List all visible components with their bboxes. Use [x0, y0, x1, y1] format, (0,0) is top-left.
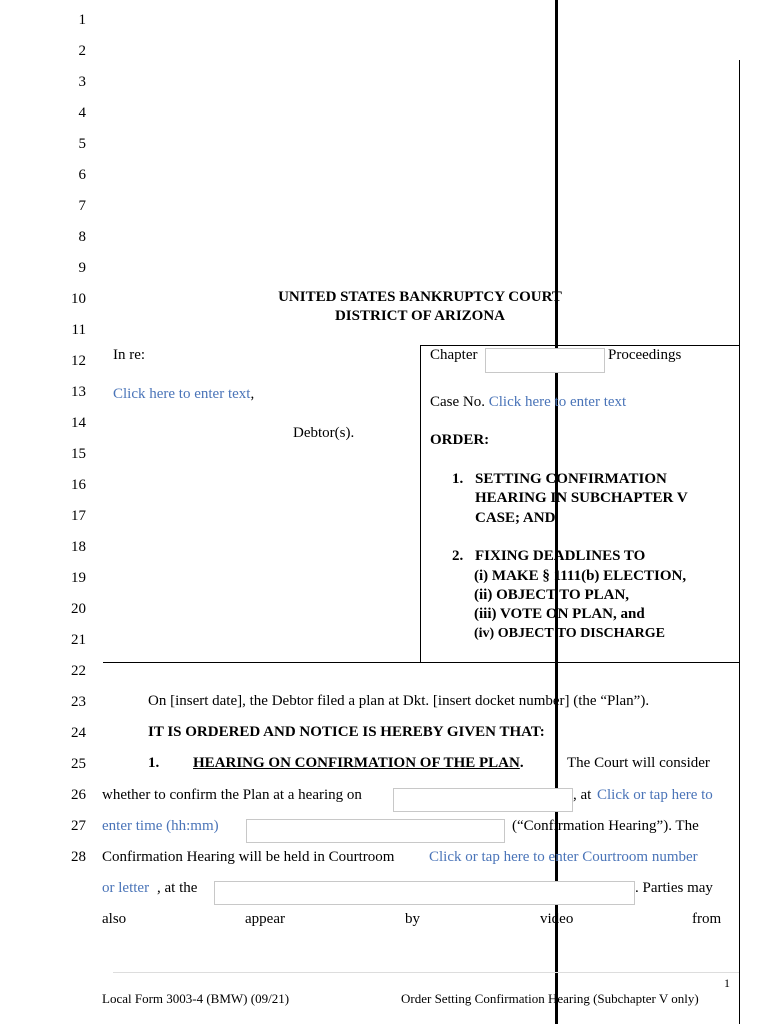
court-name: UNITED STATES BANKRUPTCY COURT	[278, 289, 562, 305]
line-number: 12	[71, 353, 86, 369]
chapter-field[interactable]	[485, 348, 605, 373]
case-no-line	[430, 394, 626, 411]
proceedings-label: Proceedings	[608, 347, 682, 363]
line26-text: whether to confirm the Plan at a hearing on	[102, 787, 362, 803]
section1-heading-text: HEARING ON CONFIRMATION OF THE PLAN	[193, 755, 520, 771]
page-number: 1	[724, 976, 730, 990]
line-number: 6	[78, 167, 86, 183]
item2-subitem: (i) MAKE § 1111(b) ELECTION,	[474, 568, 687, 584]
line-number: 2	[78, 43, 86, 59]
line-number: 9	[78, 260, 86, 276]
line-number: 22	[71, 663, 86, 679]
ordered-heading: IT IS ORDERED AND NOTICE IS HEREBY GIVEN THAT:	[148, 724, 545, 740]
line-number: 14	[71, 415, 86, 431]
debtor-name-line	[113, 386, 254, 403]
line-number: 24	[71, 725, 86, 741]
case-no-label: Case No.	[430, 394, 485, 410]
hearing-time-field-cont[interactable]: enter time (hh:mm)	[102, 818, 219, 834]
item2-line: FIXING DEADLINES TO	[475, 548, 646, 564]
justified-word: also	[102, 911, 127, 927]
line-number: 10	[71, 291, 86, 307]
line-number: 1	[78, 12, 86, 28]
item1-number: 1.	[452, 471, 464, 487]
item1-line: HEARING IN SUBCHAPTER V	[475, 490, 688, 506]
case-no-field[interactable]: Click here to enter text	[488, 394, 627, 410]
chapter-label: Chapter	[430, 347, 478, 363]
line-number: 18	[71, 539, 86, 555]
line-number: 3	[78, 74, 86, 90]
debtor-name-field[interactable]: Click here to enter text	[113, 386, 251, 402]
form-title: Order Setting Confirmation Hearing (Subchapter V only)	[401, 991, 699, 1006]
line-number: 5	[78, 136, 86, 152]
caption-bottom-rule	[103, 662, 740, 663]
item2-subitem: (iv) OBJECT TO DISCHARGE	[474, 626, 665, 641]
line-number: 8	[78, 229, 86, 245]
hearing-location-field[interactable]	[246, 819, 505, 843]
item2-number: 2.	[452, 548, 464, 564]
order-label: ORDER:	[430, 432, 490, 448]
line-number: 27	[71, 818, 86, 834]
line-number: 21	[71, 632, 86, 648]
line-number: 28	[71, 849, 86, 865]
justified-word: video	[540, 911, 574, 927]
item1-line: SETTING CONFIRMATION	[475, 471, 667, 487]
at-the-text: , at the	[157, 880, 198, 896]
justified-word: by	[405, 911, 420, 927]
debtor-label: Debtor(s).	[293, 425, 355, 441]
parties-may-text: . Parties may	[635, 880, 713, 896]
form-id: Local Form 3003-4 (BMW) (09/21)	[102, 991, 290, 1006]
line-number: 11	[71, 322, 86, 338]
line-number: 17	[71, 508, 86, 524]
center-rule	[555, 0, 558, 1024]
hearing-date-field[interactable]	[393, 788, 573, 812]
caption-divider	[420, 345, 421, 662]
item1-line: CASE; AND	[475, 510, 556, 526]
courtroom-text: Confirmation Hearing will be held in Courtroom	[102, 849, 395, 865]
line-number: 19	[71, 570, 86, 586]
item2-subitem: (ii) OBJECT TO PLAN,	[474, 587, 630, 603]
right-margin-rule	[739, 60, 740, 1024]
courtroom-field[interactable]: Click or tap here to enter Courtroom number	[429, 849, 698, 865]
justified-word: from	[692, 911, 722, 927]
line-number: 13	[71, 384, 86, 400]
line-number: 23	[71, 694, 86, 710]
hearing-address-field[interactable]	[214, 881, 635, 905]
section1-number: 1.	[148, 755, 160, 771]
line26-at: , at	[573, 787, 592, 803]
line-number: 20	[71, 601, 86, 617]
section1-heading-period: .	[519, 755, 524, 771]
hearing-time-field[interactable]: Click or tap here to	[597, 787, 713, 803]
caption-top-rule	[420, 345, 740, 346]
line-number: 15	[71, 446, 86, 462]
line-number: 25	[71, 756, 86, 772]
line-number: 4	[78, 105, 86, 121]
footer-rule	[113, 972, 739, 973]
plan-filed-paragraph: On [insert date], the Debtor filed a plan at Dkt. [insert docket number] (the “Plan”).	[148, 693, 650, 709]
in-re-label: In re:	[113, 347, 146, 363]
section1-heading	[193, 755, 524, 772]
line-number: 26	[71, 787, 86, 803]
line-number: 16	[71, 477, 86, 493]
item2-subitem: (iii) VOTE ON PLAN, and	[474, 606, 645, 622]
line-number: 7	[78, 198, 86, 214]
court-district: DISTRICT OF ARIZONA	[334, 308, 506, 324]
justified-word: appear	[245, 911, 285, 927]
debtor-comma: ,	[250, 386, 255, 402]
confirmation-hearing-def: (“Confirmation Hearing”). The	[512, 818, 699, 834]
courtroom-field-cont[interactable]: or letter	[102, 880, 150, 896]
section1-text: The Court will consider	[567, 755, 710, 771]
